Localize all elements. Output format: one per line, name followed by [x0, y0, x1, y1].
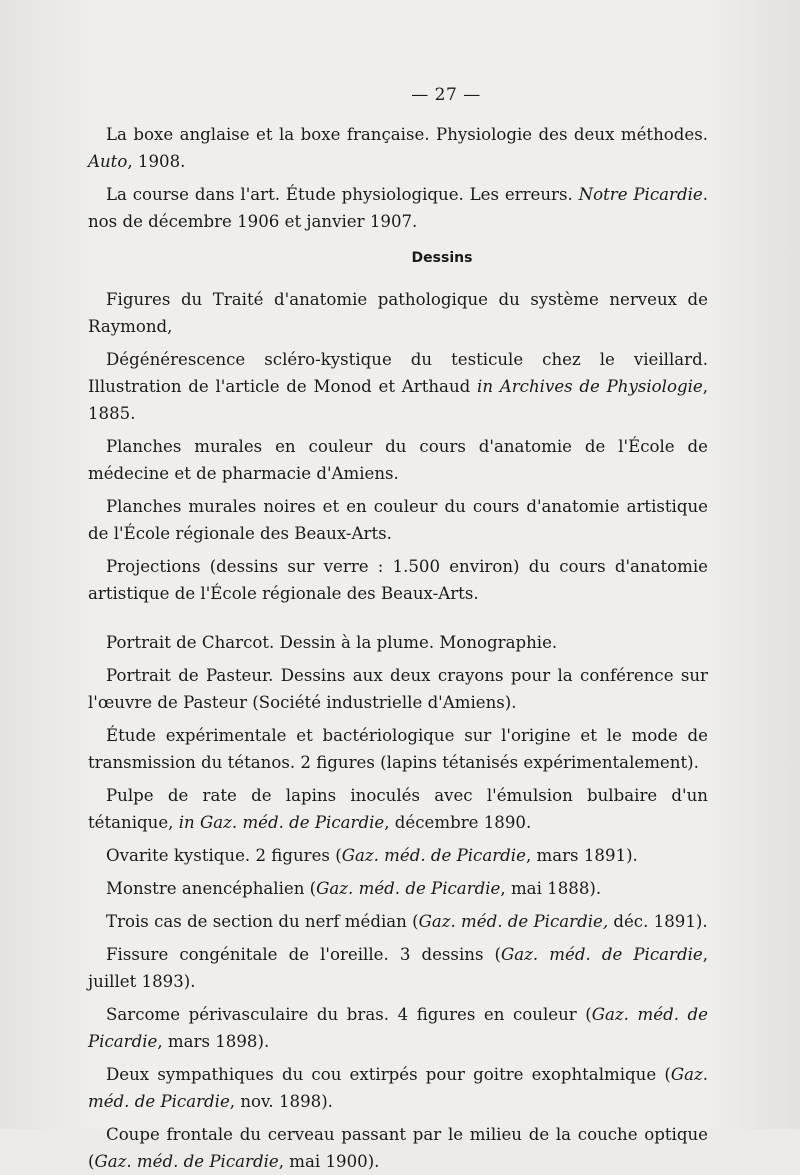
entries-before: [88, 121, 708, 235]
bibliography-entry: [88, 662, 708, 716]
entry-text: . nos de décembre 1906 et janvier 1907.: [88, 185, 709, 231]
entry-text: Pulpe de rate de lapins inoculés avec l'émulsion bulbaire d'un tétanique,: [88, 786, 708, 832]
bibliography-entry: [88, 1001, 708, 1055]
entry-text: Figures du Traité d'anatomie pathologique du système nerveux de Raymond,: [88, 290, 708, 336]
entry-italic-text: Gaz. méd. de Picardie: [88, 1065, 708, 1111]
entry-text: Ovarite kystique. 2 figures (: [106, 846, 342, 865]
entry-italic-text: Auto: [88, 152, 128, 171]
entry-text: , nov. 1898).: [229, 1092, 333, 1111]
entries-drawings-part2: [88, 629, 708, 1175]
bibliography-entry: [88, 722, 708, 776]
bibliography-entry: [88, 346, 708, 427]
bibliography-entry: [88, 941, 708, 995]
page-number: — 27 —: [411, 85, 481, 105]
entry-text: Trois cas de section du nerf médian (: [106, 912, 419, 931]
entry-text: , 1908.: [127, 152, 186, 171]
bibliography-entry: [88, 908, 708, 935]
entry-italic-text: Gaz. méd. de Picardie: [341, 846, 526, 865]
entry-text: Portrait de Pasteur. Dessins aux deux crayons pour la conférence sur l'œuvre de Pasteur (Société industrielle d'Amiens).: [88, 666, 708, 712]
entry-text: , mai 1900).: [278, 1152, 380, 1171]
entry-text: Planches murales en couleur du cours d'anatomie de l'École de médecine et de pharmacie d'Amiens.: [88, 437, 708, 483]
entry-text: Planches murales noires et en couleur du cours d'anatomie artistique de l'École régionale des Beaux-Arts.: [88, 497, 708, 543]
bibliography-entry: [88, 553, 708, 607]
entry-text: , 1885.: [88, 377, 708, 423]
entry-text: La boxe anglaise et la boxe française. Physiologie des deux méthodes.: [106, 125, 708, 144]
bibliography-entry: [88, 181, 708, 235]
bibliography-entry: [88, 782, 708, 836]
entry-text: Portrait de Charcot. Dessin à la plume. Monographie.: [106, 633, 558, 652]
entry-text: Sarcome périvasculaire du bras. 4 figures en couleur (: [106, 1005, 592, 1024]
entry-text: déc. 1891).: [608, 912, 708, 931]
entry-text: Projections (dessins sur verre : 1.500 environ) du cours d'anatomie artistique de l'École régionale des Beaux-Arts.: [88, 557, 708, 603]
entry-text: Coupe frontale du cerveau passant par le milieu de la couche optique (: [88, 1125, 708, 1171]
entry-italic-text: Gaz. méd. de Picardie: [316, 879, 501, 898]
entries-drawings-part1: [88, 286, 708, 607]
entry-text: La course dans l'art. Étude physiologique. Les erreurs.: [106, 185, 579, 204]
section-gap: [88, 613, 708, 629]
bibliography-entry: [88, 1121, 708, 1175]
entry-text: , décembre 1890.: [384, 813, 532, 832]
entry-italic-text: in Gaz. méd. de Picardie: [178, 813, 385, 832]
entry-italic-text: Gaz. méd. de Picardie,: [418, 912, 609, 931]
entry-text: Monstre anencéphalien (: [106, 879, 317, 898]
bibliography-entry: [88, 1061, 708, 1115]
entry-text: , mars 1898).: [157, 1032, 270, 1051]
entry-text: , mars 1891).: [525, 846, 638, 865]
entry-italic-text: Gaz. méd. de Picardie: [88, 1005, 708, 1051]
entry-italic-text: in Archives de Physiologie: [477, 377, 703, 396]
bibliography-entry: [88, 433, 708, 487]
entry-text: Deux sympathiques du cou extirpés pour goitre exophtalmique (: [106, 1065, 671, 1084]
bibliography-entry: [88, 121, 708, 175]
section-heading: Dessins: [411, 250, 473, 266]
bibliography-entry: [88, 493, 708, 547]
entry-text: , juillet 1893).: [88, 945, 708, 991]
entry-text: Dégénérescence scléro-kystique du testicule chez le vieillard. Illustration de l'article de Monod et Arthaud: [88, 350, 708, 396]
bibliography-entry: [88, 286, 708, 340]
bibliography-entry: [88, 842, 708, 869]
entry-text: , mai 1888).: [500, 879, 602, 898]
entry-text: Étude expérimentale et bactériologique sur l'origine et le mode de transmission du tétanos. 2 figures (lapins tétanisés expérimentalement).: [88, 726, 708, 772]
entry-italic-text: Notre Picardie: [578, 185, 703, 204]
entry-italic-text: Gaz. méd. de Picardie: [501, 945, 703, 964]
entry-text: Fissure congénitale de l'oreille. 3 dessins (: [106, 945, 502, 964]
bibliography-entry: [88, 875, 708, 902]
bibliography-entry: [88, 629, 708, 656]
entry-italic-text: Gaz. méd. de Picardie: [94, 1152, 279, 1171]
